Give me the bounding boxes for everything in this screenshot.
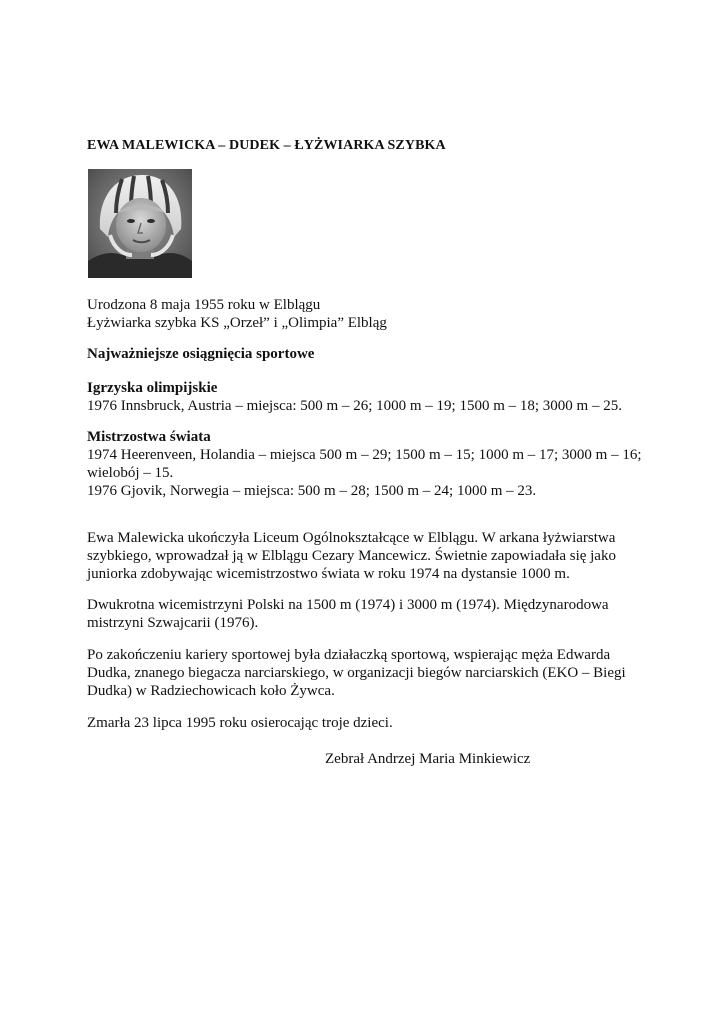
world-championships-section: [87, 428, 647, 500]
paragraph-line: Po zakończeniu kariery sportowej była działaczką sportową, wspierając męża Edwarda: [87, 647, 611, 663]
world-championships-entry-1974-cont: wielobój – 15.: [87, 465, 174, 481]
paragraph-line: mistrzyni Szwajcarii (1976).: [87, 615, 259, 631]
olympics-section: [87, 379, 647, 415]
paragraph-death: [87, 714, 647, 732]
world-championships-entry-1976: 1976 Gjovik, Norwegia – miejsca: 500 m – 28; 1500 m – 24; 1000 m – 23.: [87, 483, 537, 499]
paragraph-line: Dwukrotna wicemistrzyni Polski na 1500 m (1974) i 3000 m (1974). Międzynarodowa: [87, 597, 609, 613]
paragraph-line: Ewa Malewicka ukończyła Liceum Ogólnokształcące w Elblągu. W arkana łyżwiarstwa: [87, 530, 616, 546]
paragraph-line: Dudka, znanego biegacza narciarskiego, w organizacji biegów narciarskich (EKO – Biegi: [87, 665, 626, 681]
author-signature: Zebrał Andrzej Maria Minkiewicz: [325, 751, 531, 767]
paragraph-line: Dudka) w Radziechowicach koło Żywca.: [87, 683, 335, 699]
paragraph-line: juniorka zdobywając wicemistrzostwo świata w roku 1974 na dystansie 1000 m.: [87, 566, 570, 582]
document-title: EWA MALEWICKA – DUDEK – ŁYŻWIARKA SZYBKA: [87, 138, 446, 153]
paragraph-titles: [87, 596, 647, 632]
bio-section: [87, 296, 647, 332]
portrait-photo: [88, 169, 192, 278]
achievements-heading: Najważniejsze osiągnięcia sportowe: [87, 346, 315, 362]
olympics-heading: Igrzyska olimpijskie: [87, 380, 218, 396]
world-championships-entry-1974: 1974 Heerenveen, Holandia – miejsca 500 m – 29; 1500 m – 15; 1000 m – 17; 3000 m – 16;: [87, 447, 642, 463]
world-championships-heading: Mistrzostwa świata: [87, 429, 211, 445]
paragraph-line: szybkiego, wprowadzał ją w Elblągu Cezary Mancewicz. Świetnie zapowiadała się jako: [87, 548, 616, 564]
paragraph-career: [87, 646, 647, 700]
olympics-entry: 1976 Innsbruck, Austria – miejsca: 500 m – 26; 1000 m – 19; 1500 m – 18; 3000 m – 25.: [87, 398, 622, 414]
birth-info: Urodzona 8 maja 1955 roku w Elblągu: [87, 297, 321, 313]
club-info: Łyżwiarka szybka KS „Orzeł” i „Olimpia” Elbląg: [87, 315, 387, 331]
paragraph-education: [87, 529, 647, 583]
paragraph-line: Zmarła 23 lipca 1995 roku osierocając troje dzieci.: [87, 715, 393, 731]
